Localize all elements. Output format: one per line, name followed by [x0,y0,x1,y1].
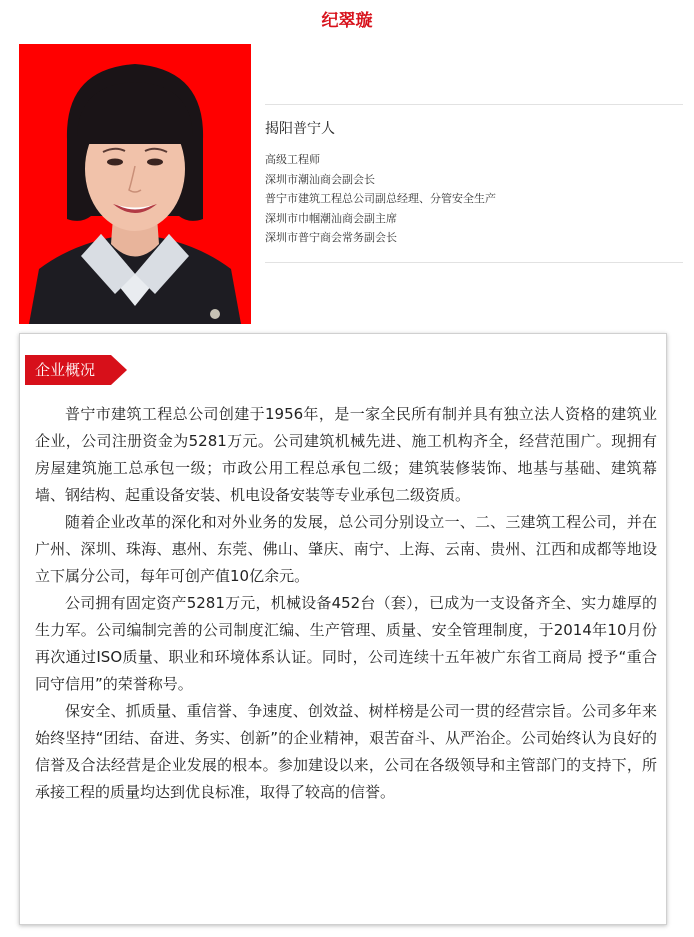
person-origin: 揭阳普宁人 [265,121,335,137]
role-item: 深圳市普宁商会常务副会长 [265,231,397,244]
paragraph: 随着企业改革的深化和对外业务的发展，总公司分别设立一、二、三建筑工程公司，并在广州、深圳、珠海、惠州、东莞、佛山、肇庆、南宁、上海、云南、贵州、江西和成都等地设立下属分公司，每年可创产值10亿余元。 [35,513,657,585]
divider-top [265,104,683,105]
role-item: 普宁市建筑工程总公司副总经理、分管安全生产 [265,192,496,205]
company-overview-card [19,333,667,925]
role-item: 深圳市巾帼潮汕商会副主席 [265,211,397,225]
paragraph: 普宁市建筑工程总公司创建于1956年，是一家全民所有制并具有独立法人资格的建筑业企业，公司注册资金为5281万元。公司建筑机械先进、施工机构齐全，经营范围广。现拥有房屋建筑施工总承包一级；市政公用工程总承包二级；建筑装修装饰、地基与基础、建筑幕墙、钢结构、起重设备安装、机电设备安装等专业承包二级资质。 [35,405,657,504]
section-tag [25,355,127,385]
portrait-photo [19,44,251,324]
divider-bottom [265,262,683,263]
paragraph: 公司拥有固定资产5281万元，机械设备452台（套），已成为一支设备齐全、实力雄厚的生力军。公司编制完善的公司制度汇编、生产管理、质量、安全管理制度，于2014年10月份再次通过ISO质量、职业和环境体系认证。同时，公司连续十五年被广东省工商局 授予“重合同守信用”的荣誉称号。 [35,594,657,693]
paragraph: 保安全、抓质量、重信誉、争速度、创效益、树样榜是公司一贯的经营宗旨。公司多年来始终坚持“团结、奋进、务实、创新”的企业精神，艰苦奋斗、从严治企。公司始终认为良好的信誉及合法经营是企业发展的根本。参加建设以来，公司在各级领导和主管部门的支持下，所承接工程的质量均达到优良标准，取得了较高的信誉。 [35,702,657,801]
role-item: 深圳市潮汕商会副会长 [265,172,375,186]
role-item: 高级工程师 [265,153,320,166]
person-name: 纪翠璇 [321,11,373,31]
role-list [265,150,496,248]
overview-text [35,401,657,806]
portrait-illustration [19,44,251,324]
section-tag-label: 企业概况 [35,361,96,379]
